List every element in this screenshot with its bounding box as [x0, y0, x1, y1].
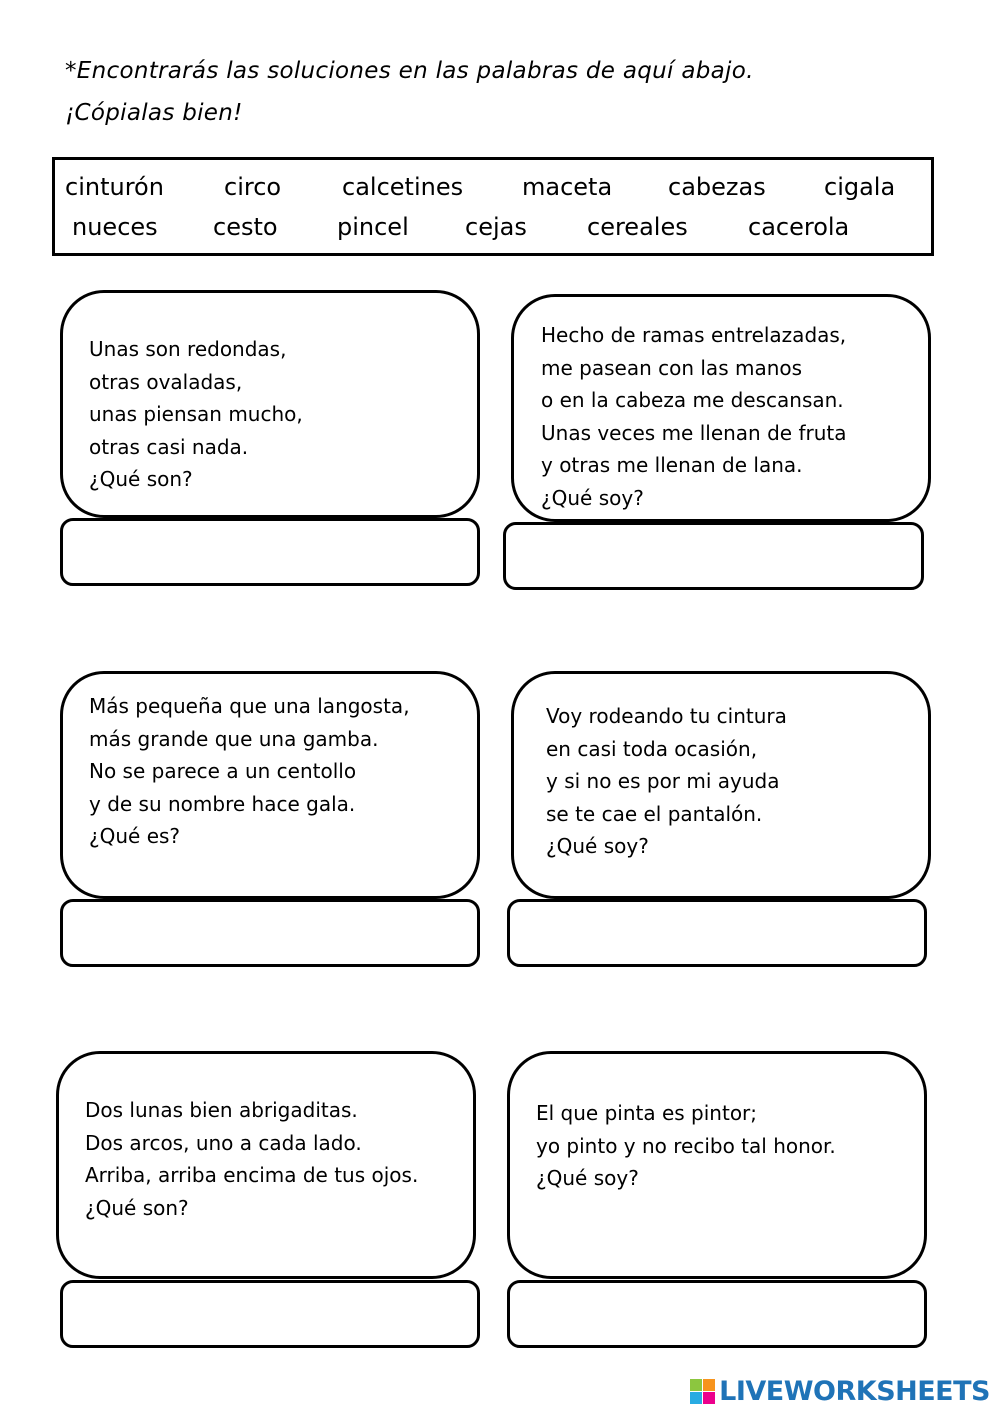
riddle-line: yo pinto y no recibo tal honor. — [536, 1133, 836, 1158]
riddle-text — [541, 319, 847, 514]
riddle-card — [511, 294, 931, 522]
riddle-text — [85, 1094, 418, 1224]
riddle-card — [511, 671, 931, 899]
riddle-line: unas piensan mucho, — [89, 402, 303, 426]
logo-square — [703, 1379, 715, 1391]
word-bank — [52, 157, 934, 256]
riddle-line: y otras me llenan de lana. — [541, 453, 803, 477]
riddle-card — [56, 1051, 476, 1279]
instructions-line-1: *Encontrarás las soluciones en las palabras de aquí abajo. — [65, 58, 754, 84]
riddle-line: otras ovaladas, — [89, 369, 243, 394]
word-bank-item: calcetines — [342, 173, 464, 201]
answer-input-4[interactable] — [507, 899, 927, 967]
answer-input-2[interactable] — [503, 522, 924, 590]
answer-input-1[interactable] — [60, 518, 480, 586]
riddle-line: ¿Qué soy? — [536, 1166, 639, 1190]
riddle-line: ¿Qué son? — [89, 467, 193, 491]
riddle-card — [60, 290, 480, 518]
word-bank-item: maceta — [522, 173, 613, 201]
liveworksheets-logo-icon — [690, 1379, 715, 1404]
riddle-line: y si no es por mi ayuda — [546, 769, 780, 793]
word-bank-item: nueces — [72, 213, 158, 241]
riddle-line: Unas son redondas, — [89, 337, 287, 361]
word-bank-item: cabezas — [668, 173, 766, 201]
riddle-line: ¿Qué soy? — [541, 485, 644, 510]
riddle-line: y de su nombre hace gala. — [89, 791, 356, 816]
instructions-line-2: ¡Cópialas bien! — [65, 100, 243, 126]
word-bank-item: cigala — [824, 173, 896, 201]
riddle-line: Arriba, arriba encima de tus ojos. — [85, 1163, 419, 1187]
answer-input-6[interactable] — [507, 1280, 927, 1348]
riddle-line: en casi toda ocasión, — [546, 736, 758, 761]
riddle-line: No se parece a un centollo — [89, 759, 357, 783]
riddle-line: más grande que una gamba. — [89, 726, 379, 751]
riddle-line: o en la cabeza me descansan. — [541, 388, 844, 412]
word-bank-item: cejas — [465, 213, 527, 241]
riddle-line: otras casi nada. — [89, 434, 249, 459]
riddle-text — [546, 700, 787, 863]
riddle-line: ¿Qué es? — [89, 824, 181, 848]
word-bank-item: cinturón — [65, 173, 164, 201]
riddle-line: ¿Qué son? — [85, 1195, 189, 1220]
riddle-line: Dos arcos, uno a cada lado. — [85, 1130, 362, 1155]
riddle-text — [89, 690, 410, 853]
riddle-line: ¿Qué soy? — [546, 834, 649, 858]
word-bank-item: pincel — [337, 213, 409, 241]
riddle-line: Unas veces me llenan de fruta — [541, 420, 847, 445]
riddle-text — [536, 1097, 836, 1195]
word-bank-item: cereales — [587, 213, 688, 241]
riddle-line: me pasean con las manos — [541, 355, 803, 380]
brand-name: LIVEWORKSHEETS — [719, 1376, 990, 1407]
logo-square — [703, 1392, 715, 1404]
riddle-line: Más pequeña que una langosta, — [89, 694, 410, 718]
word-bank-item: circo — [224, 173, 282, 201]
riddle-line: Hecho de ramas entrelazadas, — [541, 323, 847, 347]
word-bank-item: cesto — [213, 213, 278, 241]
logo-square — [690, 1392, 702, 1404]
riddle-line: Voy rodeando tu cintura — [546, 704, 787, 728]
riddle-card — [60, 671, 480, 899]
answer-input-5[interactable] — [60, 1280, 480, 1348]
riddle-line: El que pinta es pintor; — [536, 1101, 758, 1125]
liveworksheets-branding — [690, 1376, 990, 1407]
riddle-card — [507, 1051, 927, 1279]
riddle-line: Dos lunas bien abrigaditas. — [85, 1098, 358, 1122]
riddle-line: se te cae el pantalón. — [546, 801, 763, 826]
answer-input-3[interactable] — [60, 899, 480, 967]
logo-square — [690, 1379, 702, 1391]
riddle-text — [89, 333, 303, 496]
word-bank-item: cacerola — [748, 213, 850, 241]
